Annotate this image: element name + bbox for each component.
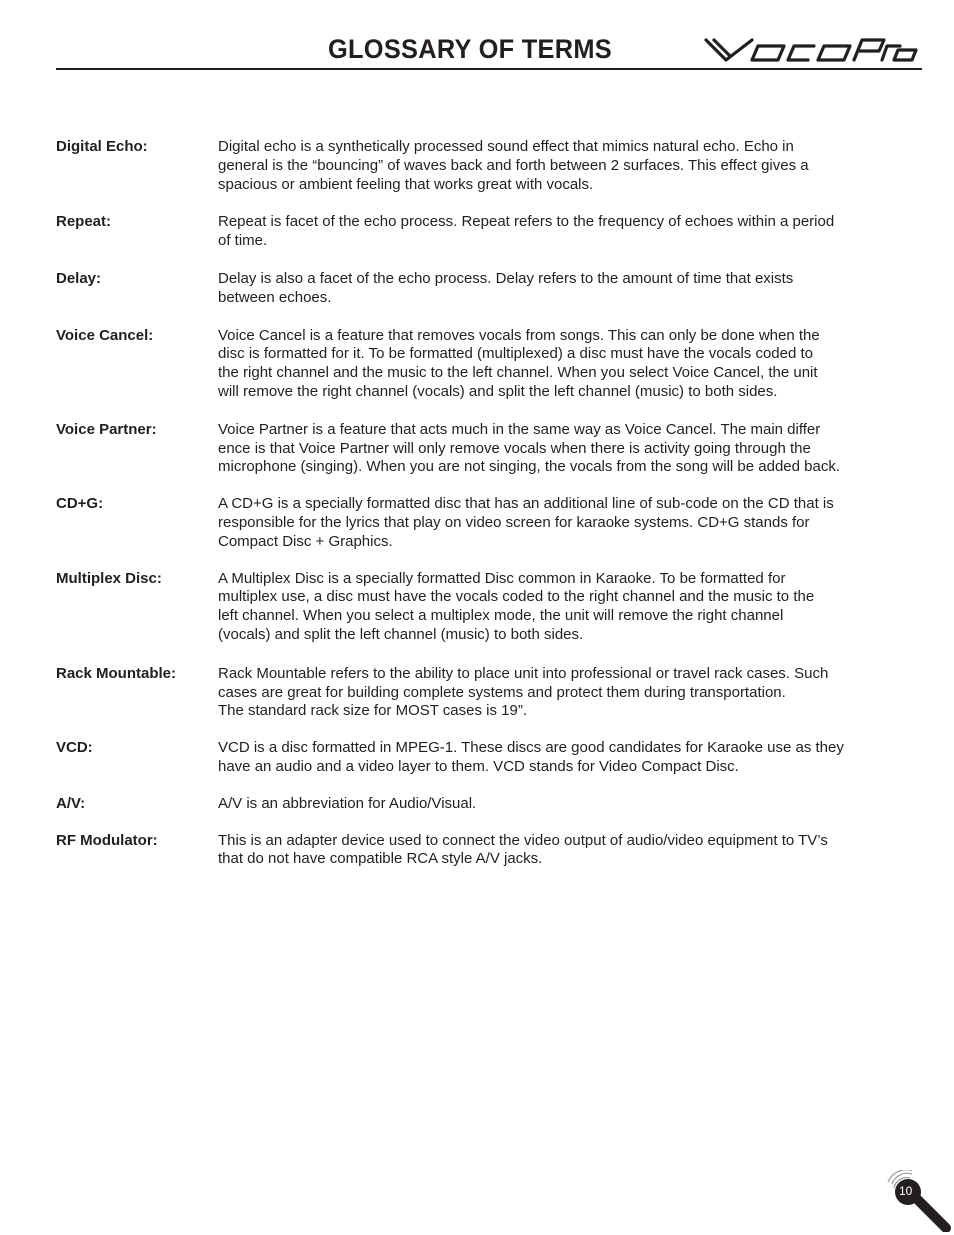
- definition-line: between echoes.: [218, 288, 332, 306]
- definition-line: A/V is an abbreviation for Audio/Visual.: [218, 794, 477, 812]
- definition-line: left channel. When you select a multiplex mode, the unit will remove the right channel: [218, 607, 784, 625]
- glossary-term: Delay:: [56, 269, 102, 287]
- glossary-term: Multiplex Disc:: [56, 569, 162, 587]
- definition-line: ence is that Voice Partner will only remove vocals when there is activity going through the: [218, 439, 811, 457]
- glossary-definition: [218, 138, 924, 194]
- definition-line: responsible for the lyrics that play on video screen for karaoke systems. CD+G stands for: [218, 513, 810, 531]
- definition-line: Rack Mountable refers to the ability to place unit into professional or travel rack cases. Such: [218, 664, 829, 682]
- glossary-entry: [56, 570, 924, 645]
- definition-line: Voice Partner is a feature that acts much in the same way as Voice Cancel. The main differ: [218, 420, 821, 438]
- glossary-entry: [56, 665, 924, 721]
- glossary-term: VCD:: [56, 739, 93, 757]
- glossary-entry: [56, 421, 924, 477]
- glossary-entry: [56, 795, 924, 814]
- glossary-definition: [218, 327, 924, 402]
- definition-line: the right channel and the music to the left channel. When you select Voice Cancel, the unit: [218, 364, 818, 382]
- glossary-entry: [56, 739, 924, 777]
- page-number: 10: [899, 1184, 913, 1198]
- glossary-term: Digital Echo:: [56, 138, 148, 155]
- definition-line: multiplex use, a disc must have the vocals coded to the right channel and the music to the: [218, 588, 815, 606]
- glossary-definition: [218, 739, 924, 777]
- definition-line: Digital echo is a synthetically processed sound effect that mimics natural echo. Echo in: [218, 138, 794, 155]
- definition-line: of time.: [218, 232, 268, 250]
- definition-line: A Multiplex Disc is a specially formatted Disc common in Karaoke. To be formatted for: [218, 569, 786, 587]
- glossary-term: A/V:: [56, 794, 86, 812]
- page-header: [56, 30, 922, 70]
- glossary-definition: [218, 270, 924, 308]
- glossary-entry: [56, 138, 924, 194]
- glossary-definition: [218, 570, 924, 645]
- glossary-term: Rack Mountable:: [56, 664, 177, 682]
- glossary-definition: [218, 832, 924, 870]
- glossary-definition: [218, 421, 924, 477]
- glossary-definition: [218, 495, 924, 551]
- definition-line: have an audio and a video layer to them. VCD stands for Video Compact Disc.: [218, 757, 739, 775]
- glossary-term: CD+G:: [56, 495, 104, 513]
- glossary-entry: [56, 832, 924, 870]
- definition-line: (vocals) and split the left channel (music) to both sides.: [218, 625, 584, 643]
- glossary-term: Voice Partner:: [56, 420, 157, 438]
- definition-line: Voice Cancel is a feature that removes vocals from songs. This can only be done when the: [218, 326, 820, 344]
- definition-line: The standard rack size for MOST cases is 19”.: [218, 702, 528, 720]
- definition-line: cases are great for building complete systems and protect them during transportation.: [218, 683, 786, 701]
- definition-line: will remove the right channel (vocals) and split the left channel (music) to both sides.: [218, 382, 778, 400]
- page-title: GLOSSARY OF TERMS: [328, 34, 613, 64]
- glossary-entry: [56, 495, 924, 551]
- definition-line: Repeat is facet of the echo process. Repeat refers to the frequency of echoes within a period: [218, 213, 835, 231]
- definition-line: A CD+G is a specially formatted disc that has an additional line of sub-code on the CD that is: [218, 495, 834, 513]
- glossary-term: Repeat:: [56, 213, 112, 231]
- definition-line: that do not have compatible RCA style A/V jacks.: [218, 850, 543, 868]
- glossary-list: [56, 138, 924, 869]
- definition-line: microphone (singing). When you are not singing, the vocals from the song will be added back.: [218, 458, 841, 476]
- definition-line: disc is formatted for it. To be formatted (multiplexed) a disc must have the vocals coded to: [218, 345, 813, 363]
- glossary-definition: [218, 213, 924, 251]
- glossary-definition: [218, 795, 924, 814]
- definition-line: This is an adapter device used to connect the video output of audio/video equipment to TV’s: [218, 831, 828, 849]
- glossary-entry: [56, 213, 924, 251]
- glossary-definition: [218, 665, 924, 721]
- glossary-term: RF Modulator:: [56, 831, 158, 849]
- definition-line: spacious or ambient feeling that works great with vocals.: [218, 175, 594, 193]
- glossary-entry: [56, 327, 924, 402]
- definition-line: Compact Disc + Graphics.: [218, 532, 393, 550]
- definition-line: VCD is a disc formatted in MPEG-1. These discs are good candidates for Karaoke use as they: [218, 739, 844, 757]
- microphone-icon: [882, 1170, 952, 1232]
- definition-line: general is the “bouncing” of waves back and forth between 2 surfaces. This effect gives a: [218, 156, 809, 174]
- glossary-term: Voice Cancel:: [56, 326, 154, 344]
- vocopro-logo: [702, 36, 920, 64]
- definition-line: Delay is also a facet of the echo process. Delay refers to the amount of time that exists: [218, 269, 794, 287]
- glossary-entry: [56, 270, 924, 308]
